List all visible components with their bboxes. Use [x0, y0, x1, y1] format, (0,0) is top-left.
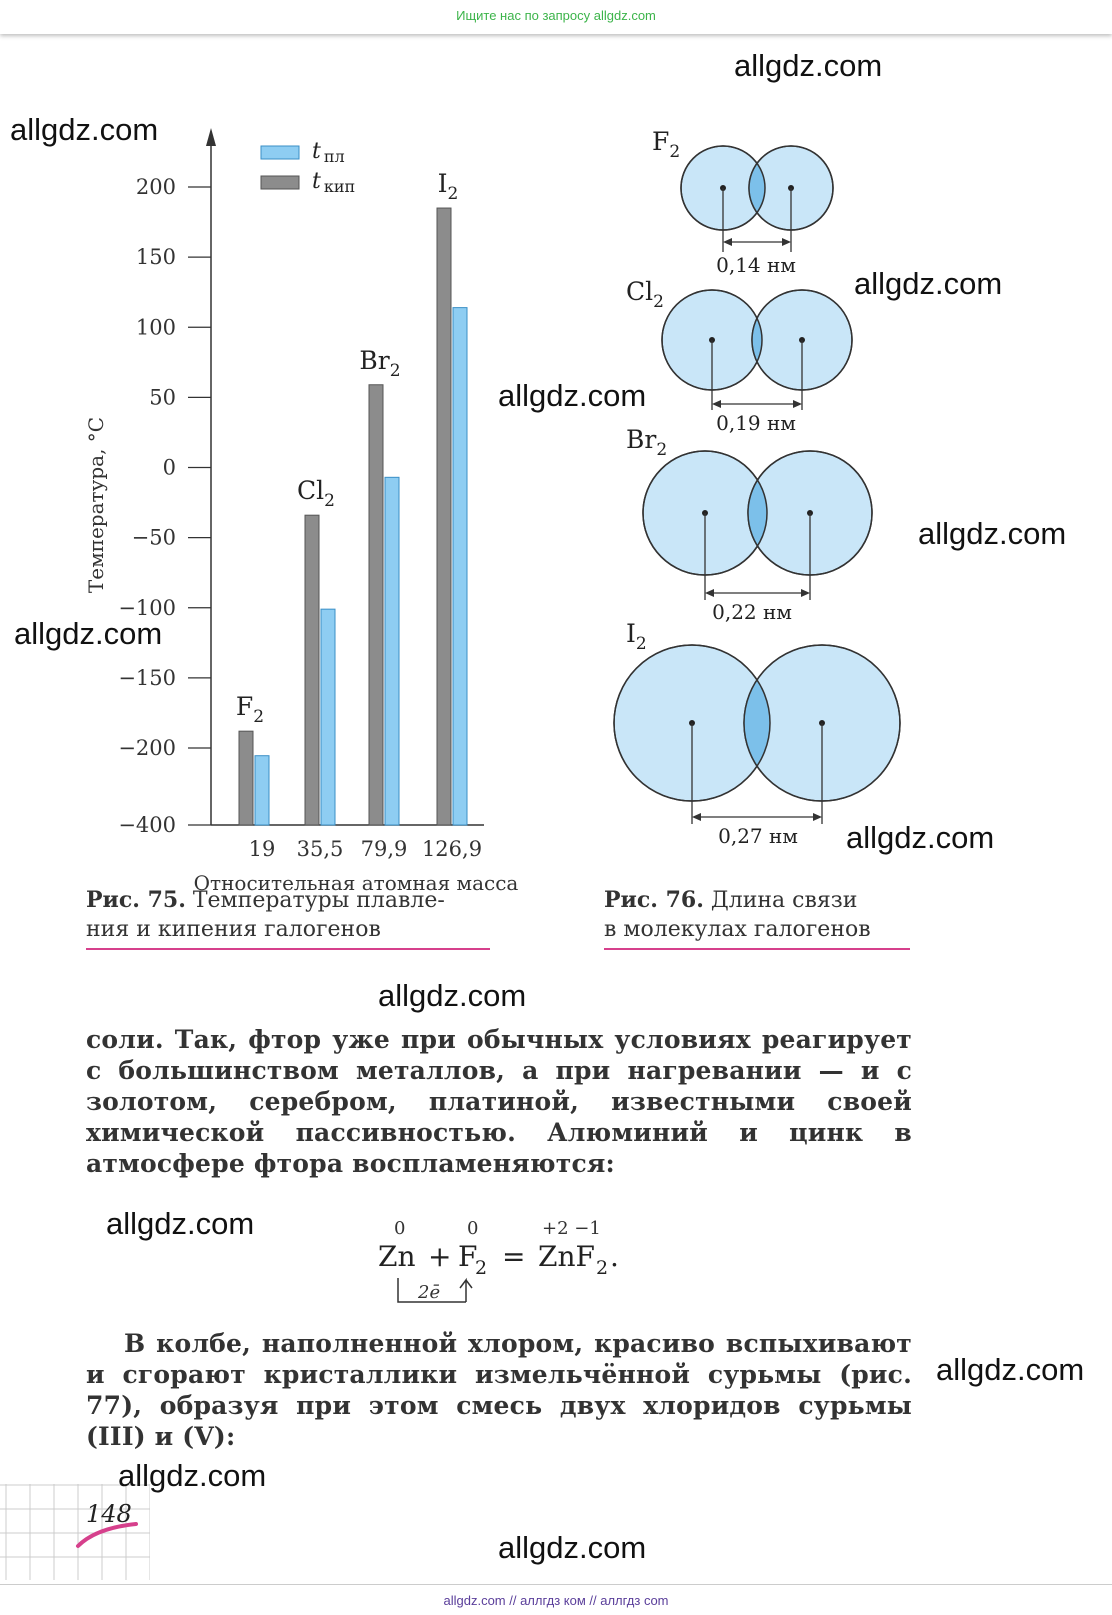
bar-melting-point [321, 609, 335, 825]
watermark-5: allgdz.com [918, 516, 1067, 551]
fig76-line1: Длина связи [710, 888, 858, 913]
bar-melting-point [255, 756, 269, 825]
ox-state-zn: 0 [394, 1218, 406, 1239]
equation-period: . [610, 1240, 619, 1273]
bond-molecule-label: $Cl_2$ [626, 277, 664, 312]
arrowhead-right [782, 238, 791, 246]
plus-sign: + [428, 1240, 452, 1273]
molecule-label: $F_2$ [235, 692, 265, 728]
electron-arrow [460, 1280, 472, 1302]
watermark-6: allgdz.com [14, 616, 163, 651]
bar-boiling-point [305, 515, 319, 825]
equals-sign: = [502, 1240, 526, 1273]
fig76-caption [604, 886, 914, 952]
y-axis-label: Температура, °С [84, 416, 108, 594]
page-corner-grid [0, 1484, 150, 1580]
watermark-7: allgdz.com [846, 820, 995, 855]
legend-swatch-melting [261, 146, 299, 159]
y-tick-label: −100 [118, 595, 176, 620]
legend-label-subscript: пл [323, 147, 345, 166]
ox-state-product: +2 −1 [542, 1218, 601, 1239]
x-tick-label: 35,5 [296, 837, 344, 861]
watermark-8: allgdz.com [378, 978, 527, 1013]
legend-label: t пл [312, 139, 345, 166]
y-tick-label: 200 [135, 175, 176, 199]
page-number: 148 [86, 1500, 132, 1528]
bar-boiling-point [437, 208, 451, 825]
bond-molecule-label: $I_2$ [626, 619, 647, 654]
arrowhead-right [813, 813, 822, 821]
bond-length-label: 0,19 нм [716, 411, 796, 435]
reactant-zn: Zn [378, 1240, 416, 1273]
x-axis-label: Относительная атомная масса [193, 871, 519, 895]
y-tick-label: −150 [118, 665, 176, 690]
bond-molecule-subscript: 2 [635, 634, 647, 654]
watermark-10: allgdz.com [936, 1352, 1085, 1387]
x-tick-label: 79,9 [360, 837, 408, 861]
y-tick-label: 50 [149, 385, 176, 410]
watermark-1: allgdz.com [734, 48, 883, 83]
arrowhead-right [793, 400, 802, 408]
legend-label-subscript: кип [323, 177, 356, 196]
molecule-label: $Cl_2$ [297, 476, 335, 512]
fig76-line2: в молекулах галогенов [604, 917, 871, 942]
paragraph-1: соли. Так, фтор уже при обычных условиях реагирует с большинством металлов, а при нагревании — и с золотом, серебром, платиной, известными своей химической пассивностью. Алюминий и цинк в атмосфере фтора воспламеняются: [86, 1025, 912, 1178]
bond-length-label: 0,22 нм [712, 600, 792, 624]
fig75-line2: ния и кипения галогенов [86, 917, 381, 942]
bond-molecule-subscript: 2 [669, 142, 681, 162]
watermark-11: allgdz.com [118, 1458, 267, 1493]
reaction-equation [370, 1212, 650, 1312]
arrowhead-left [712, 400, 721, 408]
bar-melting-point [385, 477, 399, 825]
electron-count: 2ē [418, 1282, 441, 1303]
product-sub: 2 [596, 1257, 609, 1279]
bond-molecule-subscript: 2 [656, 440, 668, 460]
bond-molecule-label: $Br_2$ [626, 425, 668, 460]
legend-swatch-boiling [261, 176, 299, 189]
ox-state-f: 0 [467, 1218, 479, 1239]
top-banner-text: Ищите нас по запросу allgdz.com [456, 8, 656, 23]
molecule-label-subscript: 2 [324, 491, 335, 512]
bar-boiling-point [369, 385, 383, 825]
watermark-4: allgdz.com [498, 378, 647, 413]
arrowhead-left [692, 813, 701, 821]
fig75-caption [86, 886, 486, 952]
molecule-label-subscript: 2 [253, 707, 265, 728]
reactant-f: F [458, 1240, 478, 1273]
bar-melting-point [453, 308, 467, 825]
reactant-f-sub: 2 [475, 1257, 488, 1279]
y-tick-label: −50 [131, 525, 176, 550]
y-tick-label: 150 [135, 245, 176, 270]
watermark-9: allgdz.com [106, 1206, 255, 1241]
x-tick-label: 19 [248, 837, 276, 861]
watermark-12: allgdz.com [498, 1530, 647, 1565]
watermark-3: allgdz.com [854, 266, 1003, 301]
arrowhead-left [723, 238, 732, 246]
arrowhead-right [801, 589, 810, 597]
bar-boiling-point [239, 731, 253, 825]
molecule-label: $I_2$ [437, 169, 459, 205]
bond-length-label: 0,27 нм [718, 824, 798, 848]
molecule-label-subscript: 2 [447, 184, 459, 205]
bond-length-label: 0,14 нм [716, 253, 796, 277]
fig75-line1: Температуры плавле- [192, 888, 445, 913]
bond-length-figure [600, 0, 920, 900]
y-tick-label: −400 [118, 813, 176, 837]
product-znf: ZnF [538, 1240, 595, 1273]
footer-text: allgdz.com // аллгдз ком // аллгдз com [443, 1593, 669, 1608]
molecule-label: $Br_2$ [359, 345, 401, 381]
y-tick-label: 0 [162, 455, 176, 480]
fig75-underline [86, 948, 490, 950]
paragraph-2: В колбе, наполненной хлором, красиво вспыхивают и сгорают кристаллики измельчённой сурьмы (рис. 77), образуя при этом смесь двух хлоридов сурьмы (III) и (V): [86, 1329, 912, 1451]
arrowhead-left [705, 589, 714, 597]
y-tick-label: 100 [135, 315, 176, 340]
y-tick-label: −200 [118, 736, 176, 760]
y-axis-arrow [206, 128, 216, 146]
fig75-number: Рис. 75. [86, 887, 186, 913]
molecule-label-subscript: 2 [389, 360, 401, 381]
x-tick-label: 126,9 [421, 837, 483, 861]
fig76-number: Рис. 76. [604, 887, 704, 913]
footer-bar [0, 1584, 1112, 1615]
bond-molecule-subscript: 2 [653, 292, 664, 312]
watermark-2: allgdz.com [10, 112, 159, 147]
fig76-underline [604, 948, 910, 950]
bond-molecule-label: $F_2$ [652, 127, 681, 162]
legend-label: t кип [312, 169, 356, 196]
